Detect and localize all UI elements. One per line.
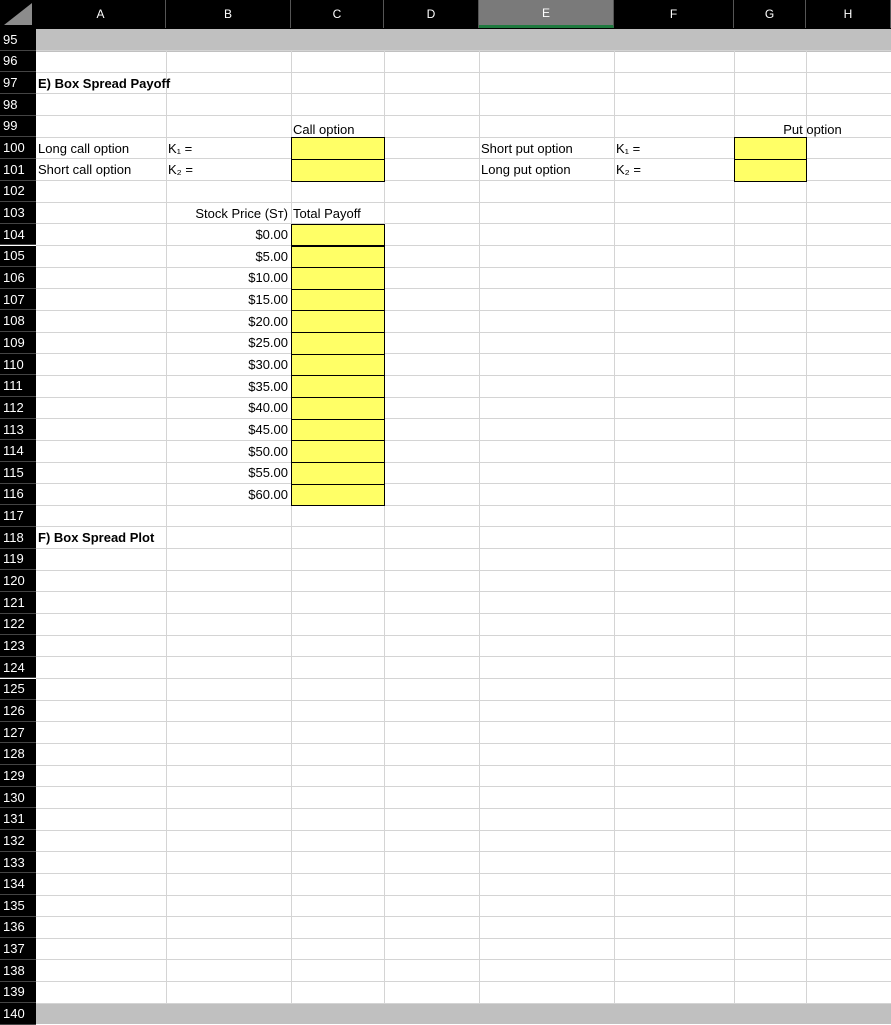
gridline-horizontal <box>36 310 891 311</box>
row-header-103[interactable]: 103 <box>0 202 36 224</box>
row-header-116[interactable]: 116 <box>0 484 36 506</box>
gridline-horizontal <box>36 743 891 744</box>
gridline-horizontal <box>36 418 891 419</box>
stock-price-value: $60.00 <box>248 486 288 502</box>
total-payoff-input[interactable] <box>291 354 385 377</box>
gridline-horizontal <box>36 613 891 614</box>
gridline-horizontal <box>36 700 891 701</box>
row-header-139[interactable]: 139 <box>0 982 36 1004</box>
put-k1-input[interactable] <box>734 137 807 160</box>
put-k1-label: K₁ = <box>616 140 641 156</box>
gridline-horizontal <box>36 1003 891 1004</box>
section-e-title: E) Box Spread Payoff <box>38 75 171 91</box>
row-header-125[interactable]: 125 <box>0 679 36 701</box>
gridline-horizontal <box>36 916 891 917</box>
column-header-b[interactable]: B <box>166 0 291 28</box>
gridline-horizontal <box>36 808 891 809</box>
gridline-horizontal <box>36 635 891 636</box>
gridline-horizontal <box>36 288 891 289</box>
row-header-132[interactable]: 132 <box>0 830 36 852</box>
stock-price-header: Stock Price (Sᴛ) <box>195 205 288 221</box>
row-header-107[interactable]: 107 <box>0 289 36 311</box>
total-payoff-header: Total Payoff <box>293 205 361 221</box>
gridline-horizontal <box>36 462 891 463</box>
row-header-126[interactable]: 126 <box>0 700 36 722</box>
total-payoff-input[interactable] <box>291 224 385 247</box>
total-payoff-input[interactable] <box>291 462 385 485</box>
column-header-f[interactable]: F <box>614 0 734 28</box>
stock-price-value: $55.00 <box>248 465 288 481</box>
total-payoff-input[interactable] <box>291 310 385 333</box>
gridline-horizontal <box>36 245 891 246</box>
short-call-label: Short call option <box>38 162 132 178</box>
stock-price-value: $40.00 <box>248 400 288 416</box>
gridline-horizontal <box>36 656 891 657</box>
stock-price-value: $35.00 <box>248 378 288 394</box>
row-header-108[interactable]: 108 <box>0 310 36 332</box>
gridline-horizontal <box>36 440 891 441</box>
row-header-115[interactable]: 115 <box>0 462 36 484</box>
row-header-123[interactable]: 123 <box>0 635 36 657</box>
total-payoff-input[interactable] <box>291 440 385 463</box>
column-header-g[interactable]: G <box>734 0 806 28</box>
row-header-113[interactable]: 113 <box>0 419 36 441</box>
stock-price-value: $0.00 <box>255 227 288 243</box>
row-header-128[interactable]: 128 <box>0 743 36 765</box>
column-header-c[interactable]: C <box>291 0 384 28</box>
gridline-horizontal <box>36 570 891 571</box>
total-payoff-input[interactable] <box>291 332 385 355</box>
row-header-138[interactable]: 138 <box>0 960 36 982</box>
put-k2-label: K₂ = <box>616 162 641 178</box>
total-payoff-input[interactable] <box>291 484 385 507</box>
section-f-title: F) Box Spread Plot <box>38 530 155 546</box>
total-payoff-input[interactable] <box>291 397 385 420</box>
gridline-horizontal <box>36 483 891 484</box>
row-header-105[interactable]: 105 <box>0 246 36 268</box>
gridline-horizontal <box>36 397 891 398</box>
gridline-horizontal <box>36 851 891 852</box>
row-header-110[interactable]: 110 <box>0 354 36 376</box>
total-payoff-input[interactable] <box>291 375 385 398</box>
long-put-label: Long put option <box>481 162 571 178</box>
row-header-109[interactable]: 109 <box>0 332 36 354</box>
row-header-119[interactable]: 119 <box>0 549 36 571</box>
stock-price-value: $5.00 <box>255 248 288 264</box>
row-header-122[interactable]: 122 <box>0 614 36 636</box>
row-header-99[interactable]: 99 <box>0 116 36 138</box>
gridline-horizontal <box>36 959 891 960</box>
gridline-horizontal <box>36 721 891 722</box>
gridline-horizontal <box>36 332 891 333</box>
stock-price-value: $30.00 <box>248 357 288 373</box>
grey-band <box>36 29 891 52</box>
row-header-127[interactable]: 127 <box>0 722 36 744</box>
row-header-137[interactable]: 137 <box>0 938 36 960</box>
gridline-horizontal <box>36 353 891 354</box>
row-header-140[interactable]: 140 <box>0 1003 36 1025</box>
gridline-horizontal <box>36 981 891 982</box>
row-header-124[interactable]: 124 <box>0 657 36 679</box>
call-k1-input[interactable] <box>291 137 385 160</box>
stock-price-value: $15.00 <box>248 292 288 308</box>
stock-price-value: $20.00 <box>248 313 288 329</box>
row-header-100[interactable]: 100 <box>0 137 36 159</box>
gridline-horizontal <box>36 223 891 224</box>
gridline-horizontal <box>36 678 891 679</box>
select-all-corner[interactable] <box>0 0 36 28</box>
call-k2-label: K₂ = <box>168 162 193 178</box>
row-header-120[interactable]: 120 <box>0 570 36 592</box>
gridline-horizontal <box>36 50 891 51</box>
row-header-101[interactable]: 101 <box>0 159 36 181</box>
column-header-h[interactable]: H <box>806 0 891 28</box>
row-header-131[interactable]: 131 <box>0 808 36 830</box>
row-header-121[interactable]: 121 <box>0 592 36 614</box>
row-header-97[interactable]: 97 <box>0 72 36 94</box>
gridline-horizontal <box>36 873 891 874</box>
stock-price-value: $45.00 <box>248 422 288 437</box>
put-option-header: Put option <box>783 122 842 138</box>
grey-band <box>36 1003 891 1024</box>
call-k1-label: K₁ = <box>168 140 193 156</box>
total-payoff-input[interactable] <box>291 289 385 312</box>
column-header-d[interactable]: D <box>384 0 479 28</box>
gridline-horizontal <box>36 202 891 203</box>
row-header-114[interactable]: 114 <box>0 440 36 462</box>
stock-price-value: $25.00 <box>248 335 288 351</box>
stock-price-value: $10.00 <box>248 270 288 286</box>
column-header-e[interactable]: E <box>479 0 614 28</box>
stock-price-value: $50.00 <box>248 443 288 459</box>
row-header-118[interactable]: 118 <box>0 527 36 549</box>
gridline-horizontal <box>36 505 891 506</box>
long-call-label: Long call option <box>38 140 130 156</box>
row-header-112[interactable]: 112 <box>0 397 36 419</box>
row-header-98[interactable]: 98 <box>0 94 36 116</box>
gridline-horizontal <box>36 938 891 939</box>
gridline-horizontal <box>36 591 891 592</box>
row-header-129[interactable]: 129 <box>0 765 36 787</box>
row-header-96[interactable]: 96 <box>0 51 36 73</box>
row-header-133[interactable]: 133 <box>0 852 36 874</box>
gridline-horizontal <box>36 786 891 787</box>
row-header-117[interactable]: 117 <box>0 505 36 527</box>
short-put-label: Short put option <box>481 140 573 156</box>
gridline-horizontal <box>36 895 891 896</box>
row-header-135[interactable]: 135 <box>0 895 36 917</box>
total-payoff-input[interactable] <box>291 246 385 269</box>
gridline-horizontal <box>36 375 891 376</box>
row-header-134[interactable]: 134 <box>0 873 36 895</box>
row-header-106[interactable]: 106 <box>0 267 36 289</box>
row-header-95[interactable]: 95 <box>0 29 36 51</box>
row-header-136[interactable]: 136 <box>0 917 36 939</box>
row-header-102[interactable]: 102 <box>0 181 36 203</box>
gridline-horizontal <box>36 830 891 831</box>
put-k2-input[interactable] <box>734 159 807 182</box>
select-all-icon <box>4 3 32 25</box>
total-payoff-input[interactable] <box>291 267 385 290</box>
call-k2-input[interactable] <box>291 159 385 182</box>
total-payoff-input[interactable] <box>291 419 385 442</box>
gridline-horizontal <box>36 765 891 766</box>
row-header-111[interactable]: 111 <box>0 375 36 397</box>
call-option-header: Call option <box>293 122 355 138</box>
row-header-130[interactable]: 130 <box>0 787 36 809</box>
column-header-a[interactable]: A <box>36 0 166 28</box>
gridline-horizontal <box>36 267 891 268</box>
row-header-104[interactable]: 104 <box>0 224 36 246</box>
